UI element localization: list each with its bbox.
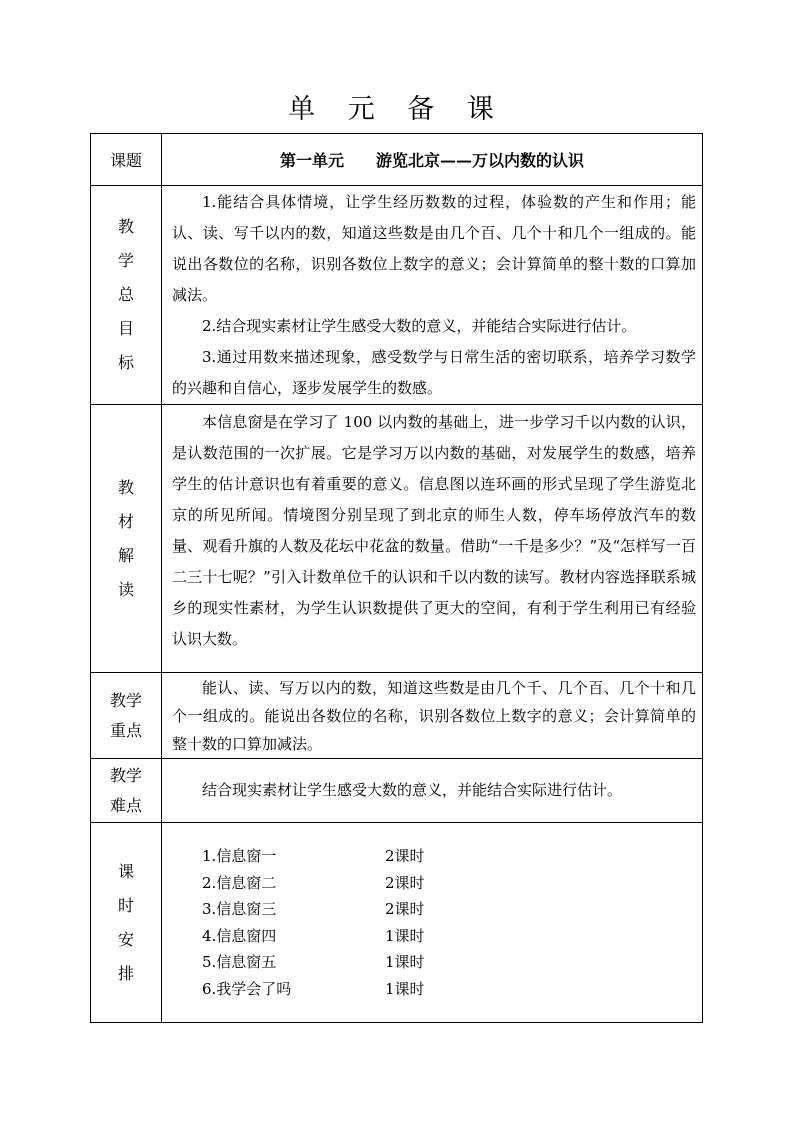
material-label-char: 解	[117, 545, 134, 565]
goals-content	[162, 186, 703, 405]
schedule-item-hours: 1课时	[385, 926, 425, 945]
goals-label-char: 目	[117, 319, 134, 338]
material-label-char: 读	[117, 579, 134, 599]
schedule-label-char: 排	[117, 963, 134, 983]
schedule-item-hours: 2课时	[385, 900, 425, 918]
schedule-item-name: 4.信息窗四	[202, 926, 277, 945]
material-row	[91, 405, 703, 673]
difficulties-label	[91, 759, 162, 823]
schedule-item-hours: 2课时	[385, 873, 425, 892]
schedule-item	[202, 923, 702, 950]
schedule-item-name: 3.信息窗三	[202, 900, 277, 918]
goal-paragraph: 3.通过用数来描述现象，感受数学与日常生活的密切联系，培养学习数学的兴趣和自信心，逐步发展学生的数感。	[172, 347, 696, 397]
difficulties-paragraph: 结合现实素材让学生感受大数的意义，并能结合实际进行估计。	[202, 781, 623, 799]
schedule-item-name: 1.信息窗一	[202, 847, 277, 865]
schedule-item	[202, 949, 702, 976]
difficulties-content	[162, 759, 703, 823]
material-label-char: 教	[117, 477, 134, 497]
unit-number: 第一单元	[279, 151, 344, 170]
key-points-label-line: 重点	[109, 720, 142, 740]
goals-label-char: 教	[117, 217, 134, 236]
goals-label-char: 学	[117, 251, 134, 270]
schedule-item-name: 6.我学会了吗	[202, 979, 292, 998]
goals-row	[91, 186, 703, 405]
goals-label	[91, 186, 162, 405]
material-paragraph: 本信息窗是在学习了 100 以内数的基础上，进一步学习千以内数的认识，是认数范围的一次扩展。它是学习万以内数的基础，对发展学生的数感，培养学生的估计意识也有着重要的意义。信息图以连环画的形式呈现了学生游览北京的所见所闻。情境图分别呈现了到北京的师生人数，停车场停放汽车的数量、观看升旗的人数及花坛中花盆的数量。借助“一千是多少？”及“怎样写一百二三十七呢？”引入计数单位千的认识和千以内数的读写。教材内容选择联系城乡的现实性素材，为学生认识数提供了更大的空间，有利于学生利用已有经验认识大数。	[172, 413, 696, 648]
unit-plan-table	[90, 133, 703, 1023]
material-label	[91, 405, 162, 673]
difficulties-label-line: 教学	[109, 765, 142, 785]
topic-name: 游览北京——万以内数的认识	[376, 151, 585, 170]
goal-paragraph: 1.能结合具体情境，让学生经历数数的过程，体验数的产生和作用；能认、读、写千以内的数，知道这些数是由几个百、几个十和几个一组成的。能说出各数位的名称，识别各数位上数字的意义；会计算简单的整十数的口算加减法。	[172, 192, 696, 304]
key-points-content	[162, 673, 703, 759]
schedule-item-hours: 2课时	[385, 847, 425, 865]
page-title: 单 元 备 课	[288, 94, 506, 125]
material-content	[162, 405, 703, 673]
key-points-label-line: 教学	[109, 690, 142, 710]
schedule-label	[91, 823, 162, 1023]
schedule-label-char: 课	[117, 861, 134, 881]
key-points-paragraph: 能认、读、写万以内的数，知道这些数是由几个千、几个百、几个十和几个一组成的。能说出各数位的名称，识别各数位上数字的意义；会计算简单的整十数的口算加减法。	[172, 678, 696, 753]
schedule-label-char: 时	[117, 895, 134, 915]
schedule-content	[162, 823, 703, 1023]
schedule-item-name: 5.信息窗五	[202, 953, 277, 971]
goal-paragraph: 2.结合现实素材让学生感受大数的意义，并能结合实际进行估计。	[202, 316, 637, 335]
key-points-label	[91, 673, 162, 759]
schedule-item	[202, 870, 702, 897]
goals-label-char: 标	[117, 353, 134, 372]
schedule-label-char: 安	[117, 929, 134, 949]
topic-row	[91, 134, 703, 186]
goals-label-char: 总	[117, 285, 134, 304]
schedule-item	[202, 976, 702, 1003]
schedule-item	[202, 896, 702, 923]
difficulties-row	[91, 759, 703, 823]
key-points-row	[91, 673, 703, 759]
difficulties-label-line: 难点	[109, 795, 142, 815]
schedule-row	[91, 823, 703, 1023]
schedule-item-hours: 1课时	[385, 953, 425, 971]
topic-label: 课题	[91, 134, 162, 186]
material-label-char: 材	[117, 511, 134, 531]
schedule-item-hours: 1课时	[385, 979, 425, 998]
schedule-item	[202, 843, 702, 870]
topic-cell	[162, 134, 703, 186]
schedule-item-name: 2.信息窗二	[202, 873, 277, 892]
